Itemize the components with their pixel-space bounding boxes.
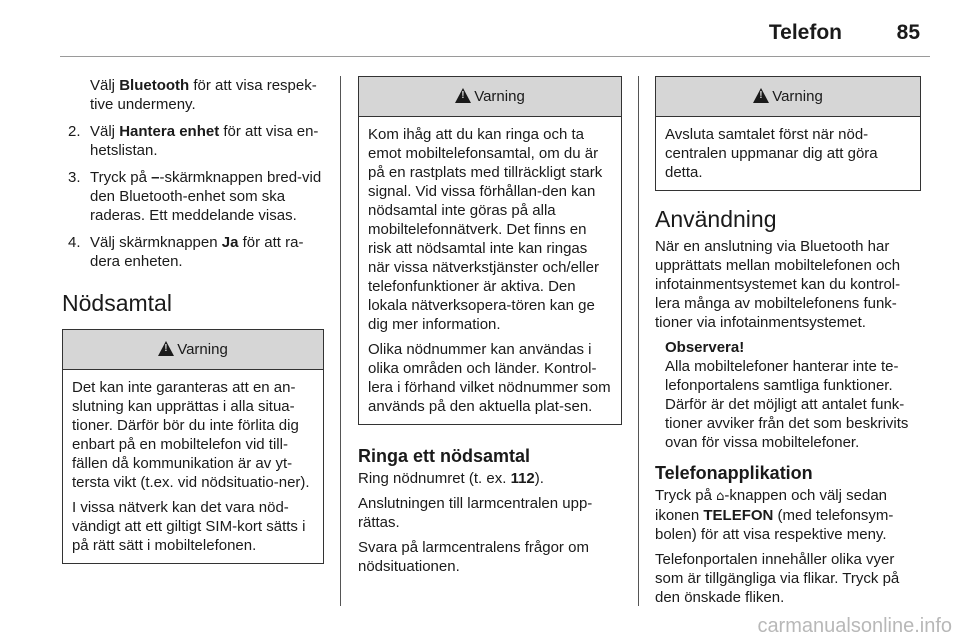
step-2: 2. Välj Hantera enhet för att visa en-hetslistan. [68, 123, 319, 159]
warning-box-2 [358, 76, 622, 425]
warning-header: ! Varning [656, 77, 920, 117]
paragraph: När en anslutning via Bluetooth har upprättats mellan mobiltelefonen och infotainmentsystemet kan du kontrol-lera många av mobiltelefonens funk-tioner via infotainmentsystemet. [655, 238, 901, 331]
warning-body: Kom ihåg att du kan ringa och ta emot mobiltelefonsamtal, om du är på en rastplats med tillräckligt stark signal. Vid vissa förhållan-den kan nödsamtal inte göras på alla mobiltelefonnätverk. Det finns en risk att nödsamtal inte kan ringas när vissa nätverkstjänster och/eller telefonfunktioner är aktiva. Den lokala nätverksopera-tören kan ge dig mer information. Olika nödnummer kan användas i olika områden och länder. Kontrol-lera i förhand vilket nödnummer som används på den aktuella plat-sen. [368, 126, 611, 415]
warning-header: ! Varning [63, 330, 323, 370]
warning-triangle-icon [158, 341, 174, 356]
paragraph: Tryck på ⌂-knappen och välj sedan ikonen TELEFON (med telefonsym-bolen) för att visa respektive meny. [655, 487, 894, 543]
section-title-anvandning: Användning [655, 206, 777, 232]
page-title: Telefon [768, 21, 842, 44]
warning-triangle-icon [753, 88, 769, 103]
warning-box-1 [62, 329, 324, 564]
step-continuation: Välj Bluetooth för att visa respek-tive undermeny. [90, 77, 317, 113]
column-divider-2 [638, 76, 639, 606]
paragraph: Anslutningen till larmcentralen upp-rättas. [358, 495, 593, 531]
step-4: 4. Välj skärmknappen Ja för att ra-dera enheten. [68, 234, 304, 270]
watermark: carmanualsonline.info [757, 615, 952, 637]
column-right [655, 76, 921, 613]
section-title-nodsamtal: Nödsamtal [62, 290, 172, 316]
warning-header: ! Varning [359, 77, 621, 117]
minus-icon: – [151, 169, 160, 186]
column-divider-1 [340, 76, 341, 606]
paragraph: Ring nödnumret (t. ex. 112). [358, 470, 544, 487]
step-3: 3. Tryck på –-skärmknappen bred-vid den Bluetooth-enhet som ska raderas. Ett meddelande visas. [68, 169, 322, 224]
header-divider [60, 56, 930, 57]
warning-body: Avsluta samtalet först när nöd-centralen uppmanar dig att göra detta. [665, 126, 878, 181]
warning-body: Det kan inte garanteras att en an-slutning kan upprättas i alla situa-tioner. Därför bör du inte förlita dig enbart på en mobiltelefon vid till-fällen då kommunikation är av yt-tersta vikt (t.ex. vid nödsituatio-ner). I vissa nätverk kan det vara nöd-vändigt att ett giltigt SIM-kort sätts i på rätt sätt i mobiltelefonen. [72, 379, 310, 554]
warning-box-3 [655, 76, 921, 191]
paragraph: Telefonportalen innehåller olika vyer som är tillgängliga via flikar. Tryck på den önskade fliken. [655, 551, 900, 606]
page-header [0, 0, 960, 62]
note-body: Alla mobiltelefoner hanterar inte te-lefonportalens samtliga funktioner. Därför är det möjligt att antalet funk-tioner avviker från det som beskrivits ovan för vissa mobiltelefoner. [665, 358, 909, 451]
subsection-title-telefonapplikation: Telefonapplikation [655, 463, 813, 483]
note-title: Observera! [665, 339, 745, 356]
page-number: 85 [896, 21, 920, 44]
subsection-title-ringa: Ringa ett nödsamtal [358, 446, 531, 466]
warning-triangle-icon [455, 88, 471, 103]
note-block [655, 338, 921, 452]
column-left [62, 76, 324, 584]
home-icon: ⌂ [716, 489, 725, 504]
paragraph: Svara på larmcentralens frågor om nödsituationen. [358, 539, 589, 575]
column-middle [358, 76, 622, 582]
